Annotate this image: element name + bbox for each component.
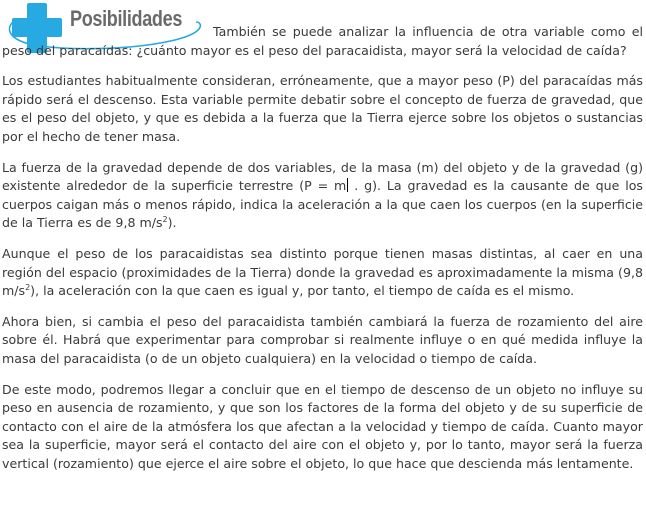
paragraph-gravity-text-1: La fuerza de la gravedad depende de dos variables, de la masa (m) del objeto y de la gravedad (g) existente alrededor de la superficie terrestre (P = m bbox=[2, 159, 643, 194]
paragraph-gravity-text-2: . g). La gravedad es la causante de que los cuerpos caigan más o menos rápido, indica la aceleración a la que caen los cuerpos (en la superficie de la Tierra es de 9,8 m/s bbox=[2, 178, 643, 231]
paragraph-conclusion: De este modo, podremos llegar a concluir que en el tiempo de descenso de un objeto no influye su peso en ausencia de rozamiento, y que son los factores de la forma del objeto y de su superficie de contacto con el aire de la atmósfera los que afectan a la velocidad y tiempo de caída. Cuanto mayor sea la superficie, mayor será el contacto del aire con el objeto y, por lo tanto, mayor será la fuerza vertical (rozamiento) que ejerce el aire sobre el objeto, lo que hace que descienda más lentamente. bbox=[2, 381, 643, 471]
document-body bbox=[2, 23, 643, 473]
paragraph-gravity bbox=[2, 159, 643, 233]
paragraph-friction: Ahora bien, si cambia el peso del paracaidista también cambiará la fuerza de rozamiento del aire sobre él. Habrá que experimentar para comprobar si realmente influye o en qué medida influye la masa del paracaidista (o de un objeto cualquiera) en la velocidad o tiempo de caída. bbox=[2, 313, 643, 366]
superscript: 2 bbox=[162, 215, 168, 225]
paragraph-mass bbox=[2, 245, 643, 301]
paragraph-gravity-text-3: ). bbox=[167, 215, 177, 231]
paragraph-mass-text-2: ), la aceleración con la que caen es igual y, por tanto, el tiempo de caída es el mismo. bbox=[30, 283, 575, 299]
paragraph-mass-text-1: Aunque el peso de los paracaidistas sea distinto porque tienen masas distintas, al caer en una región del espacio (proximidades de la Tierra) donde la gravedad es aproximadamente la misma (9,8 m/s bbox=[2, 245, 643, 299]
superscript: 2 bbox=[25, 283, 31, 293]
section-title: Posibilidades bbox=[70, 6, 183, 31]
paragraph-misconception: Los estudiantes habitualmente consideran, erróneamente, que a mayor peso (P) del paracaídas más rápido será el descenso. Esta variable permite debatir sobre el concepto de fuerza de gravedad, que es el peso del objeto, y que es debida a la fuerza que la Tierra ejerce sobre los objetos o sustancias por el hecho de tener masa. bbox=[2, 73, 643, 144]
paragraph-intro: También se puede analizar la influencia de otra variable como el peso del paracaídas: ¿cuánto mayor es el peso del paracaidista, mayor será la velocidad de caída? bbox=[2, 24, 643, 58]
